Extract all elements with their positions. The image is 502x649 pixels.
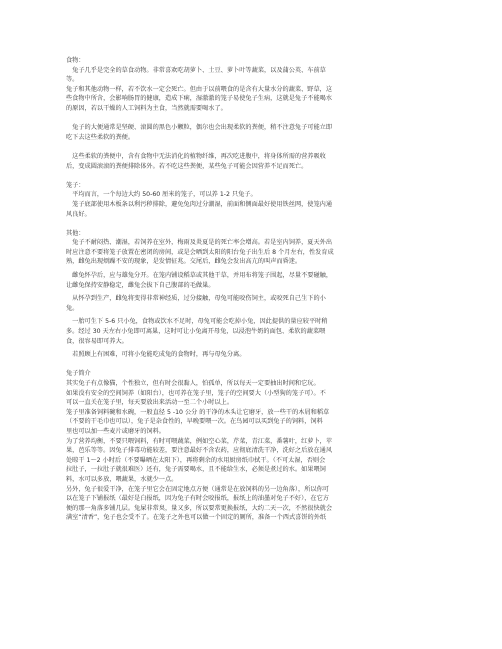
- paragraph-gap: [66, 142, 446, 152]
- section-heading: 兔子简介: [66, 370, 91, 378]
- section-gap: [66, 171, 446, 181]
- text-line: 雌兔怀孕后，应与雄兔分开。在笼内铺设稻草或其他干草，并用布将笼子围起，尽量不要碰触，: [66, 272, 333, 280]
- text-line: 可以一直关在笼子里，每天要放出来活动一至二个小时以上。: [66, 399, 234, 407]
- text-line: 兔子几乎是完全的草食动物。非常喜欢吃胡萝卜、土豆、萝卜叶等蔬菜，以及蒲公英、车前草: [66, 66, 326, 74]
- text-line: 满室“清香”，兔子也会受不了。在笼子之外也可以做一个固定的厕所，准备一个西式喜饼的外纸: [66, 514, 327, 522]
- text-line: 等。: [66, 76, 79, 84]
- text-line: 其实兔子有点像猫，个性独立，但有时会很黏人，怕孤单，所以每天一定要抽出时间和它玩。: [66, 380, 320, 387]
- text-line: 便的那一角落多铺几层。兔屎非常臭，量又多，所以要常更换报纸，大约二天一次，不然很快就会: [66, 504, 333, 512]
- text-line: 兔。: [66, 304, 79, 312]
- text-line: 平均而言，一个每边大约 50-60 厘米的笼子，可以养 1-2 只兔子。: [66, 191, 257, 199]
- text-line: 熟，雌兔出现烦躁不安的现象，是发情征兆。交尾后，雌兔会发出高亢的叫声而昏迷。: [66, 258, 302, 266]
- text-line: （不要的干毛巾也可以），兔子是杂食性的，早晚要喂一次。在鸟园可以买到兔子的饲料，饲料: [66, 418, 323, 426]
- text-line: 如果没有安全的空间饲养（如阳台），也可养在笼子里，笼子的空间要大（小型狗的笼子可）。不: [66, 389, 326, 397]
- section-heading: 其他：: [66, 229, 85, 237]
- section-heading: 笼子：: [66, 181, 85, 189]
- section-gap: [66, 360, 446, 370]
- text-line: 这些柔软的粪便中，含有食物中无法消化的植物纤维，再次吃进腹中，将身体所需的营养吸收: [66, 152, 326, 160]
- text-line: 多。经过 30 天左右小兔即可离巢，这时可让小兔离开母兔，以浸泡牛奶的面包、柔软的蔬菜喂: [66, 328, 326, 336]
- section-heading: 食物：: [66, 57, 85, 64]
- section-intro: [66, 369, 446, 523]
- paragraph-gap: [66, 114, 446, 124]
- text-line: 让雌兔保持安静稳定，雌兔会拔下自己腹部的毛做巢。: [66, 281, 215, 289]
- text-line: 兔子的大便通常是坚硬、滚圆的黑色小颗粒，偶尔也会出现柔软的粪便，稍不注意兔子可能立即: [66, 124, 333, 132]
- text-line: 笼子里准备饲料碗和水碗，一般直径 5 -10 公分 的干净的木头让它磨牙，放一些干的木屑和稻草: [66, 408, 330, 416]
- text-line: 风良好。: [66, 210, 91, 218]
- text-line: 时应注意不要将笼子放置在密闭的房间，或是会晒到太阳的阳台兔子出生后 8 个月左右，性发育成: [66, 248, 334, 256]
- text-line: 另外，兔子很爱干净，在笼子里它会在固定地点方便（通常是在放饲料的另一边角落），所以你可: [66, 485, 329, 493]
- text-line: 的原因，若以干燥的人工饲料为主食，当然就需要喝水了。: [66, 104, 227, 112]
- text-line: 一胎可生下 5-6 只小兔，食物或饮水不足时，母兔可能会吃掉小兔，因此提供的量应较平时稍: [66, 318, 328, 326]
- text-line: 拉肚子，一拉肚子就很难医）还有，兔子需要喝水，且不能给生水，必须是煮过的水。如果喂饲: [66, 466, 326, 474]
- text-line: 里也可以加一些麦片或磨牙的饲料。: [66, 427, 165, 435]
- text-line: 笼子底部使用木板条以利污秽排除，避免兔肉过分潮湿，前面和侧面最好使用铁丝网，使笼内通: [66, 200, 333, 208]
- text-line: 食，很容易即可养大。: [66, 337, 128, 345]
- text-line: 些食物中所含，会影响肠胃的健康，造成下痢，湿澈澈的笼子易使兔子生病，这就是兔子不能喝水: [66, 95, 333, 103]
- text-line: 吃下去这些柔软的粪便。: [66, 133, 135, 141]
- section-food: [66, 56, 446, 171]
- text-line: 从怀孕到生产，雌兔将变得非常神经质，过分接触，母兔可能咬伤饲主，或咬死自己生下的小: [66, 295, 326, 303]
- text-line: 料，水可以多放，喂蔬果，水就少一点。: [66, 475, 178, 483]
- text-line: 后，变成圆滚滚的粪便排除体外。若不吃这些粪便，某些兔子可能会因营养不足而死亡。: [66, 162, 308, 170]
- text-line: 果，芭乐等等。因兔子排毒功能较差，要注意最好不含农药，应彻底清洗干净，洗好之后放在通风: [66, 447, 333, 455]
- section-other: [66, 229, 446, 360]
- text-line: 处晾干 1～2 小时后（不要曝晒在太阳下），再将剩余的水用厨房纸巾拭干。（不可太湿，否则会: [66, 456, 326, 464]
- section-gap: [66, 219, 446, 229]
- text-line: 以在笼子下铺报纸（最好是白报纸，因为兔子有时会咬报纸，报纸上的油墨对兔子不好），在它方: [66, 495, 329, 503]
- text-line: 若照顾上有困难，可将小兔能吃成兔的食物时，再与母兔分离。: [66, 351, 246, 359]
- text-line: 为了营养均衡，不要只喂饲料，有时可喂蔬菜，例如空心菜，芹菜，青江菜，番薯叶，红萝卜，苹: [66, 437, 333, 445]
- section-cage: [66, 181, 446, 219]
- text-line: 兔子和其他动物一样，若不饮水一定会死亡。但由于以前喂食的是含有大量水分的蔬菜、野草，这: [66, 85, 333, 93]
- text-line: 兔子不耐闷热、潮湿，若饲养在室外，梅雨及炎夏是的死亡率会增高。若是室内饲养，夏天外出: [66, 239, 333, 247]
